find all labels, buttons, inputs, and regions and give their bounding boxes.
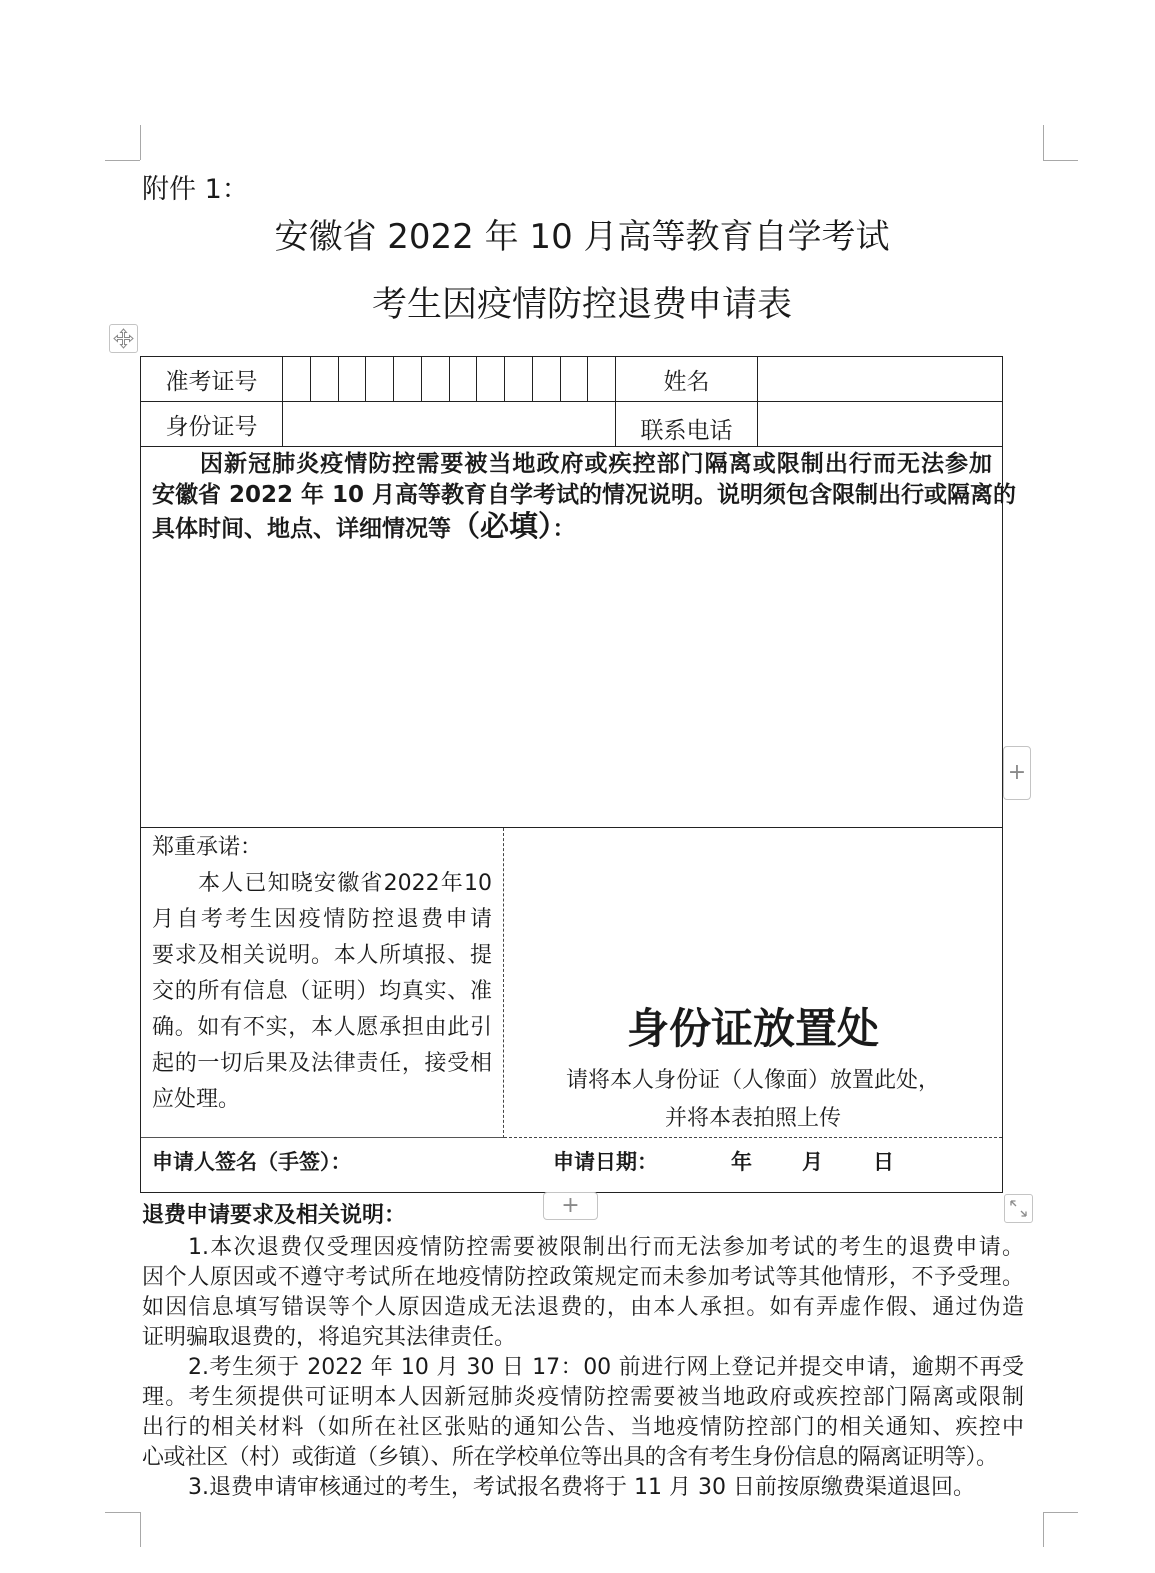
pledge-line: 月自考考生因疫情防控退费申请 xyxy=(152,907,492,932)
exam-id-digit-box[interactable] xyxy=(450,357,478,401)
notes-body xyxy=(142,1233,1024,1503)
notes-line: 如因信息填写错误等个人原因造成无法退费的，由本人承担。如有弄虚作假、通过伪造 xyxy=(142,1295,1024,1320)
explanation-line: 安徽省 2022 年 10 月高等教育自学考试的情况说明。说明须包含限制出行或隔离的 xyxy=(152,482,1017,508)
exam-id-digit-box[interactable] xyxy=(394,357,422,401)
explanation-cell[interactable] xyxy=(141,447,1017,828)
signature-label: 申请人签名（手签）： xyxy=(152,1150,352,1174)
pledge-line: 交的所有信息（证明）均真实、准 xyxy=(152,979,492,1004)
notes-paragraph-1 xyxy=(142,1233,1024,1353)
exam-id-digit-box[interactable] xyxy=(588,357,616,401)
notes-line: 3.退费申请审核通过的考生，考试报名费将于 11 月 30 日前按原缴费渠道退回。 xyxy=(188,1475,975,1500)
notes-line: 因个人原因或不遵守考试所在地疫情防控政策规定而未参加考试等其他情形，不予受理。 xyxy=(142,1265,1024,1290)
notes-line: 出行的相关材料（如所在社区张贴的通知公告、当地疫情防控部门的相关通知、疾控中 xyxy=(142,1415,1024,1440)
explanation-colon: ： xyxy=(552,516,576,542)
pledge-line: 确。如有不实，本人愿承担由此引 xyxy=(152,1015,492,1040)
pledge-line: 要求及相关说明。本人所填报、提 xyxy=(152,943,492,968)
exam-id-digit-box[interactable] xyxy=(283,357,311,401)
id-card-area-title: 身份证放置处 xyxy=(626,1004,879,1053)
exam-id-digit-box[interactable] xyxy=(477,357,505,401)
notes-line: 1.本次退费仅受理因疫情防控需要被限制出行而无法参加考试的考生的退费申请。 xyxy=(188,1235,1024,1260)
date-day-label: 日 xyxy=(873,1150,894,1174)
id-card-instruction: 请将本人身份证（人像面）放置此处， xyxy=(565,1068,940,1093)
date-label: 申请日期： xyxy=(553,1150,658,1174)
plus-icon: + xyxy=(1007,760,1027,785)
exam-id-digit-box[interactable] xyxy=(533,357,561,401)
crop-mark-line xyxy=(105,160,140,161)
id-number-label-cell xyxy=(141,402,283,447)
id-number-label: 身份证号 xyxy=(165,413,258,440)
pledge-body xyxy=(152,866,492,1118)
notes-line: 心或社区（村）或街道（乡镇）、所在学校单位等出具的含有考生身份信息的隔离证明等）。 xyxy=(142,1445,998,1470)
signature-date-row[interactable] xyxy=(141,1138,1002,1192)
name-value-cell[interactable] xyxy=(758,357,1002,402)
pledge-line: 本人已知晓安徽省2022年10 xyxy=(198,871,492,896)
phone-value-cell[interactable] xyxy=(758,402,1002,447)
notes-line: 2.考生须于 2022 年 10 月 30 日 17：00 前进行网上登记并提交申请，逾期不再受 xyxy=(188,1355,1024,1380)
move-arrows-icon xyxy=(113,328,134,349)
crop-mark-line xyxy=(1043,160,1078,161)
exam-id-label-cell xyxy=(141,357,283,402)
notes-paragraph-3 xyxy=(142,1473,1024,1503)
attachment-label: 附件 1： xyxy=(142,174,249,205)
table-resize-handle[interactable] xyxy=(1004,1194,1033,1223)
notes-line: 证明骗取退费的，将追究其法律责任。 xyxy=(142,1325,517,1350)
plus-icon: + xyxy=(561,1193,580,1218)
explanation-line: 因新冠肺炎疫情防控需要被当地政府或疾控部门隔离或限制出行而无法参加 xyxy=(200,451,992,477)
exam-id-digit-box[interactable] xyxy=(366,357,394,401)
exam-id-digit-box[interactable] xyxy=(505,357,533,401)
pledge-line: 起的一切后果及法律责任，接受相 xyxy=(152,1051,492,1076)
exam-id-digit-box[interactable] xyxy=(311,357,339,401)
add-column-button[interactable] xyxy=(1003,746,1031,800)
notes-line: 理。考生须提供可证明本人因新冠肺炎疫情防控需要被当地政府或疾控部门隔离或限制 xyxy=(142,1385,1024,1410)
required-marker: （必填） xyxy=(451,509,553,543)
name-label: 姓名 xyxy=(663,368,710,395)
crop-mark-line xyxy=(1043,125,1044,160)
pledge-line: 应处理。 xyxy=(152,1087,241,1112)
notes-paragraph-2 xyxy=(142,1353,1024,1473)
phone-label-cell xyxy=(616,402,758,447)
crop-mark-line xyxy=(140,125,141,160)
pledge-heading: 郑重承诺： xyxy=(152,835,263,860)
id-card-instruction: 并将本表拍照上传 xyxy=(664,1106,841,1131)
id-number-value-cell[interactable] xyxy=(283,402,616,447)
explanation-text: 具体时间、地点、详细情况等 xyxy=(152,516,451,542)
phone-label: 联系电话 xyxy=(640,418,733,444)
application-form-table xyxy=(140,356,1017,1193)
diagonal-resize-icon xyxy=(1009,1199,1028,1218)
exam-id-digit-box[interactable] xyxy=(339,357,367,401)
exam-id-digit-boxes xyxy=(283,357,616,402)
exam-id-label: 准考证号 xyxy=(165,368,258,395)
crop-mark-line xyxy=(1043,1512,1078,1513)
crop-mark-line xyxy=(105,1512,140,1513)
table-move-handle[interactable] xyxy=(109,324,138,353)
page-title-line-2: 考生因疫情防控退费申请表 xyxy=(371,285,792,325)
add-row-button[interactable] xyxy=(543,1192,598,1220)
exam-id-digit-box[interactable] xyxy=(561,357,589,401)
date-year-label: 年 xyxy=(731,1150,752,1174)
page-title-line-1: 安徽省 2022 年 10 月高等教育自学考试 xyxy=(274,217,890,257)
name-label-cell xyxy=(616,357,758,402)
explanation-line xyxy=(152,511,992,545)
pledge-cell xyxy=(141,828,504,1138)
exam-id-digit-box[interactable] xyxy=(422,357,450,401)
notes-heading: 退费申请要求及相关说明： xyxy=(142,1203,407,1228)
id-card-placement-area xyxy=(504,828,1002,1138)
crop-mark-line xyxy=(1043,1512,1044,1547)
date-month-label: 月 xyxy=(802,1150,823,1174)
crop-mark-line xyxy=(140,1512,141,1547)
